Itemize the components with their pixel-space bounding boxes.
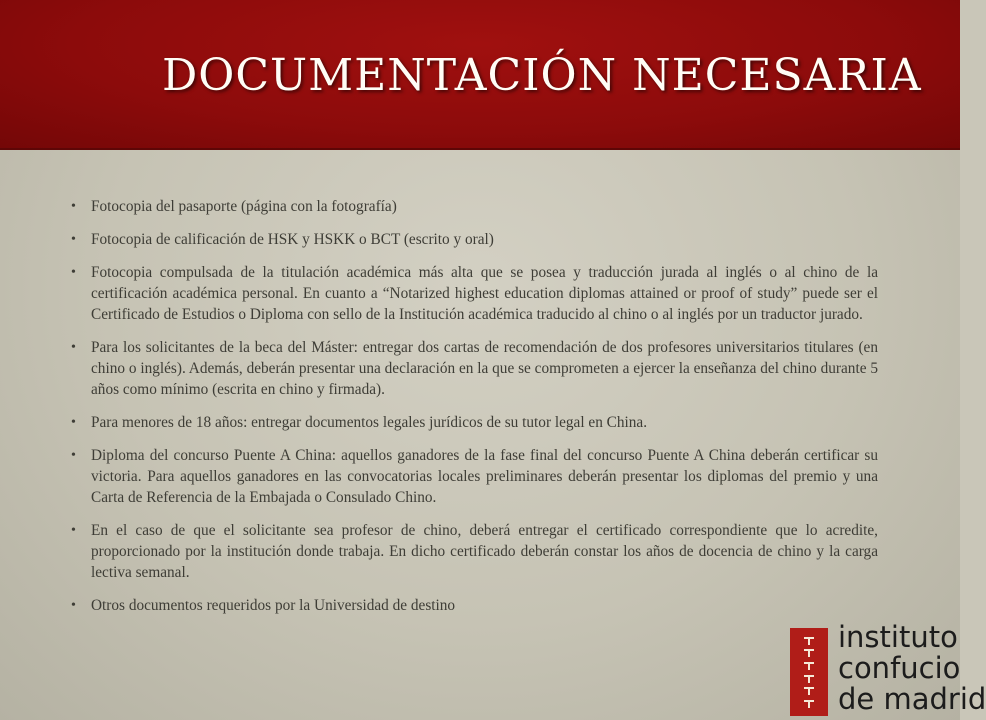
- bullet-item: [66, 229, 878, 250]
- bullet-icon: •: [71, 199, 76, 214]
- slide-title: DOCUMENTACIÓN NECESARIA: [162, 50, 922, 101]
- logo-line-3: de madrid: [838, 682, 986, 716]
- bullet-item: [66, 520, 878, 583]
- bullet-icon: •: [71, 340, 76, 355]
- bullet-item: [66, 445, 878, 508]
- logo-line-2: confucio: [838, 651, 961, 685]
- bullet-icon: •: [71, 415, 76, 430]
- bullet-icon: •: [71, 598, 76, 613]
- bullet-text: Otros documentos requeridos por la Universidad de destino: [91, 597, 456, 614]
- instituto-confucio-logo: [790, 620, 986, 716]
- bullet-list: [66, 196, 878, 628]
- chinese-seal-icon: [790, 628, 828, 716]
- logo-line-1: instituto: [838, 620, 958, 654]
- bullet-item: [66, 196, 878, 217]
- bullet-text: Fotocopia compulsada de la titulación académica más alta que se posea y traducción jurada al inglés o al chino de la certificación académica personal. En cuanto a “Notarized highest education diplomas attained or proof of study” puede ser el Certificado de Estudios o Diploma con sello de la Institución académica traducido al chino o al inglés por un traductor jurado.: [91, 264, 878, 323]
- bullet-icon: •: [71, 448, 76, 463]
- bullet-text: En el caso de que el solicitante sea profesor de chino, deberá entregar el certificado correspondiente que lo acredite, proporcionado por la institución donde trabaja. En dicho certificado deberán constar los años de docencia de chino y la carga lectiva semanal.: [91, 522, 878, 581]
- bullet-text: Diploma del concurso Puente A China: aquellos ganadores de la fase final del concurso Puente A China deberán certificar su victoria. Para aquellos ganadores en las convocatorias locales preliminares deberán presentar los diplomas del premio y una Carta de Referencia de la Embajada o Consulado Chino.: [91, 447, 878, 506]
- bullet-icon: •: [71, 232, 76, 247]
- bullet-text: Fotocopia del pasaporte (página con la fotografía): [91, 198, 397, 215]
- bullet-text: Para los solicitantes de la beca del Máster: entregar dos cartas de recomendación de dos profesores universitarios titulares (en chino o inglés). Además, deberán presentar una declaración en la que se comprometen a ejercer la enseñanza del chino durante 5 años como mínimo (escrita en chino y firmada).: [91, 339, 878, 398]
- bullet-item: [66, 337, 878, 400]
- bullet-text: Fotocopia de calificación de HSK y HSKK o BCT (escrito y oral): [91, 231, 494, 248]
- bullet-icon: •: [71, 523, 76, 538]
- bullet-item: [66, 412, 878, 433]
- bullet-item: [66, 595, 878, 616]
- bullet-icon: •: [71, 265, 76, 280]
- logo-wordmark: [838, 622, 986, 715]
- bullet-text: Para menores de 18 años: entregar documentos legales jurídicos de su tutor legal en China.: [91, 414, 648, 431]
- bullet-item: [66, 262, 878, 325]
- title-bar: [0, 0, 960, 150]
